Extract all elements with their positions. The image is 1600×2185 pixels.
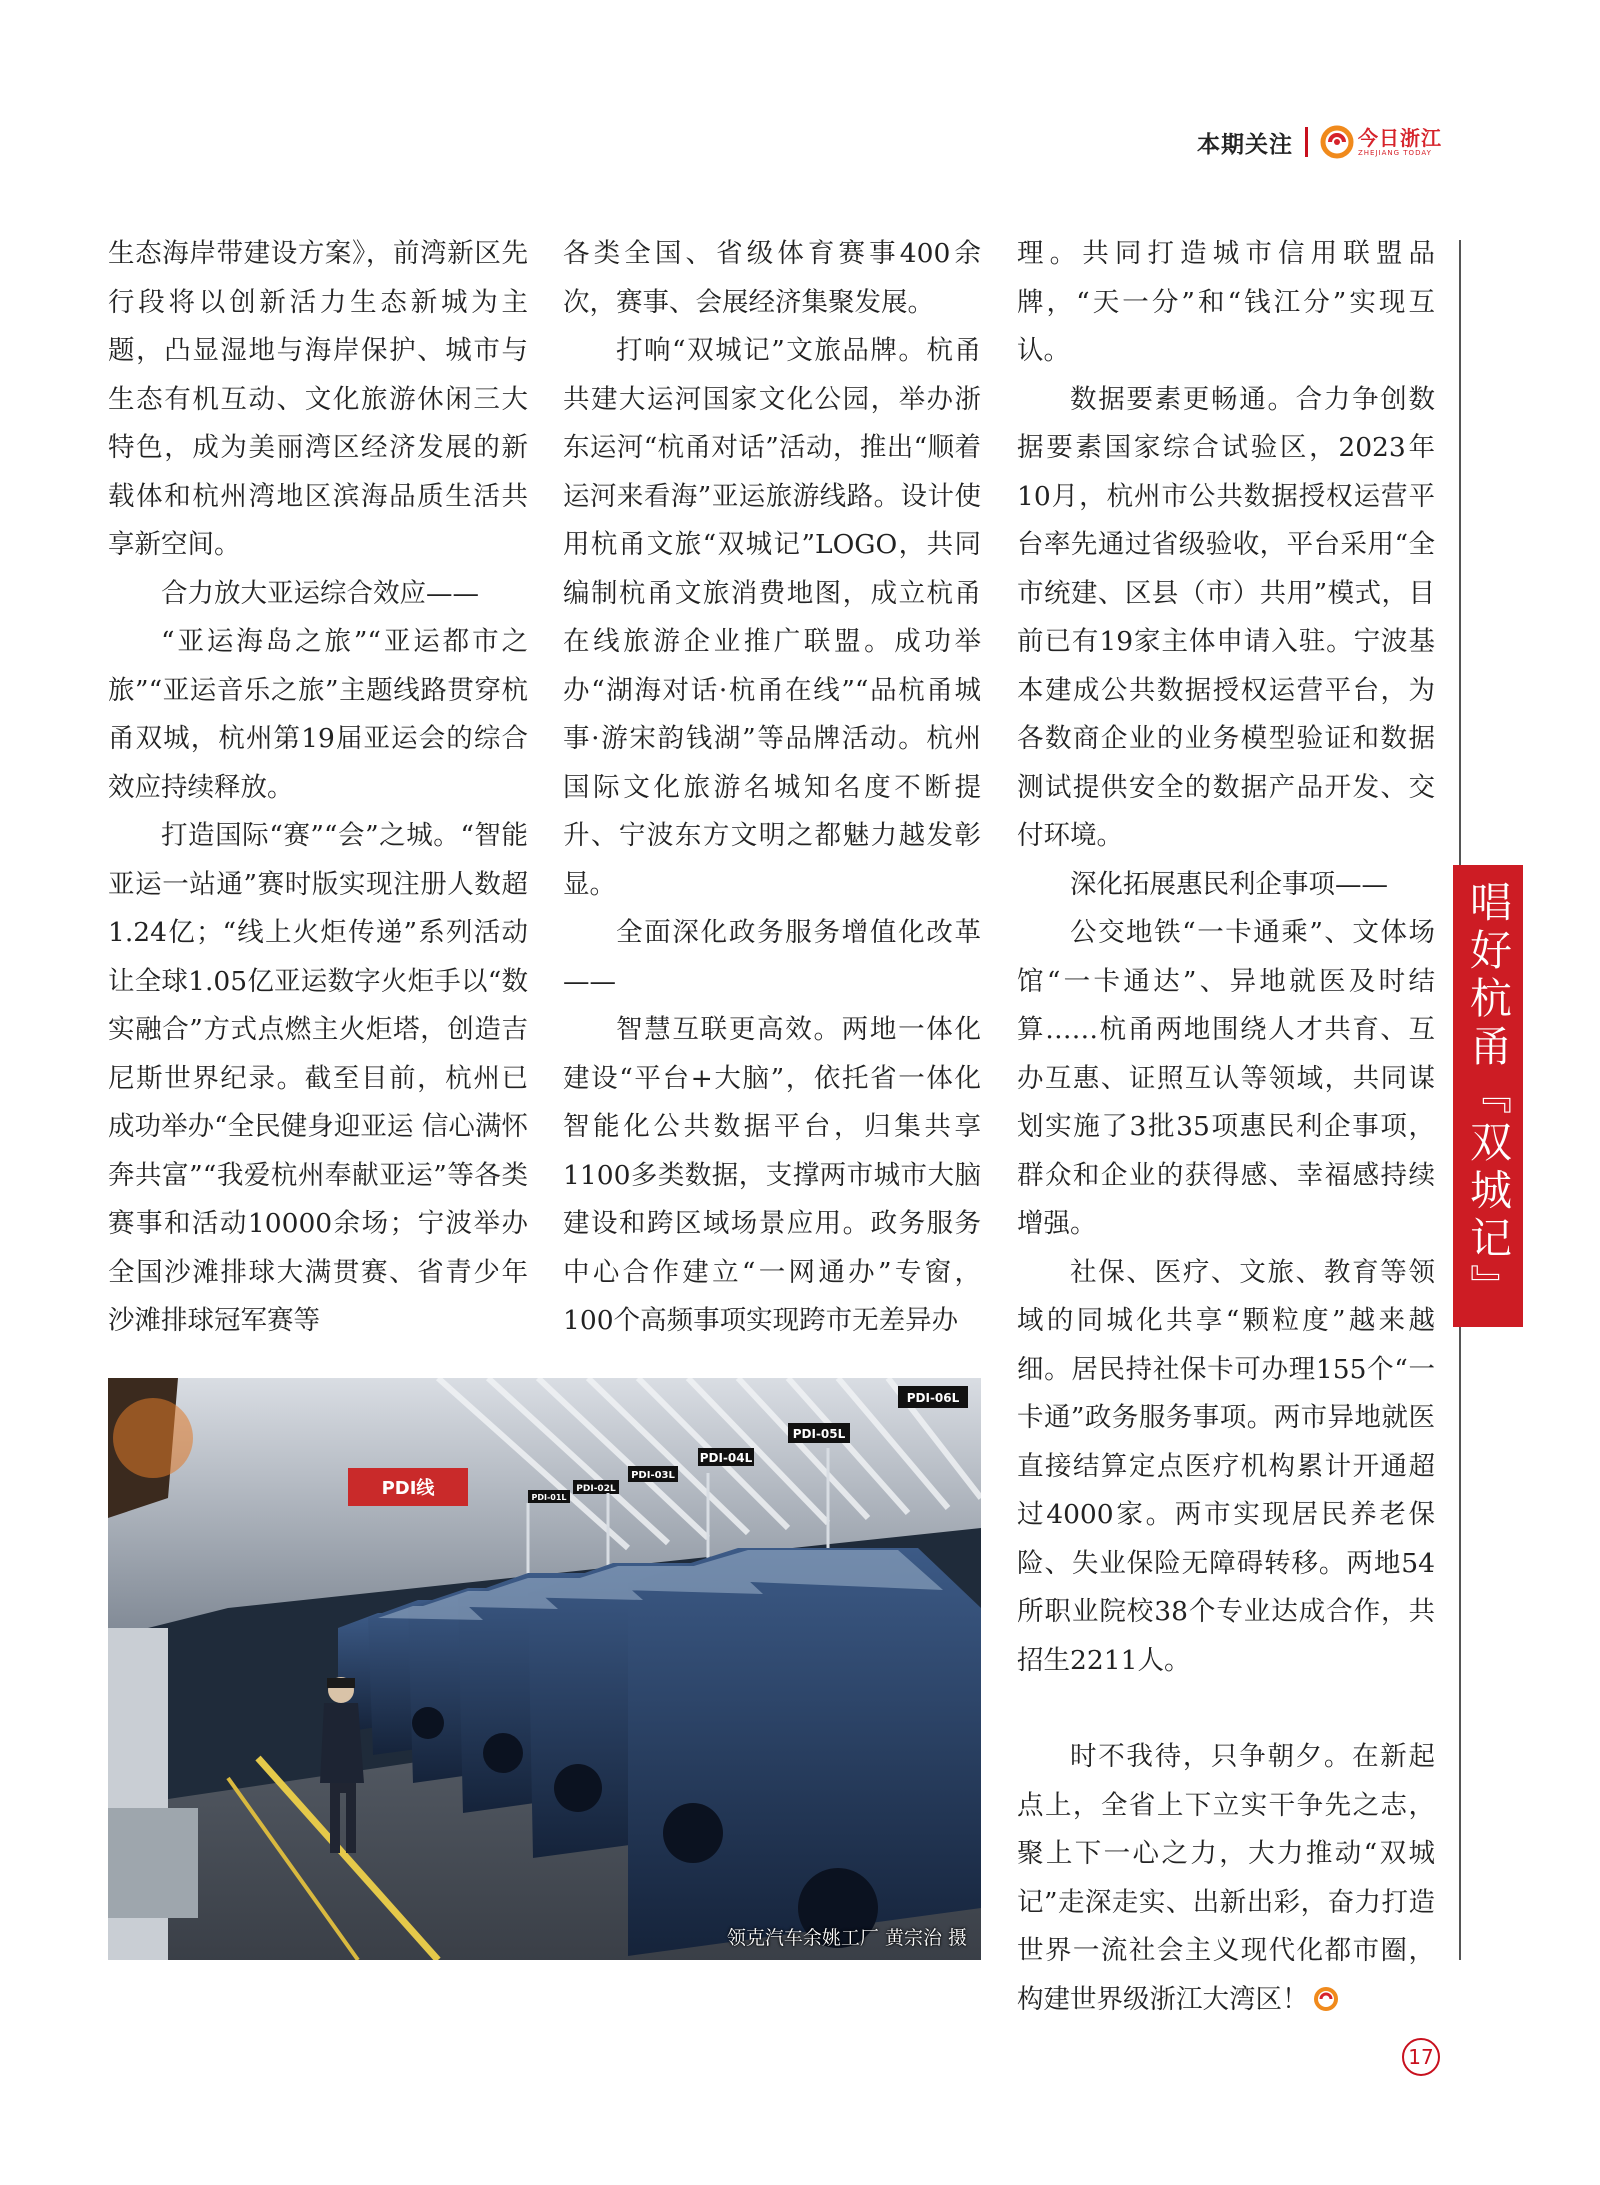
photo-sign: PDI-04L <box>699 1451 753 1465</box>
header-divider <box>1305 127 1308 157</box>
paragraph: 各类全国、省级体育赛事400余次，赛事、会展经济集聚发展。 <box>563 238 981 318</box>
text-column-1 <box>108 230 528 1346</box>
paragraph: 智慧互联更高效。两地一体化建设“平台+大脑”，依托省一体化智能化公共数据平台，归集共享1100多类数据，支撑两市城市大脑建设和跨区域场景应用。政务服务中心合作建立“一网通办”专窗，100个高频事项实现跨市无差异办 <box>563 1014 981 1336</box>
factory-photo-illustration <box>108 1378 981 1960</box>
photo-caption: 领克汽车余姚工厂 黄宗治 摄 <box>726 1927 967 1949</box>
paragraph: 理。共同打造城市信用联盟品牌，“天一分”和“钱江分”实现互认。 <box>1017 238 1435 366</box>
closing-text: 时不我待，只争朝夕。在新起点上，全省上下立实干争先之志，聚上下一心之力，大力推动“双城记”走深走实、出新出彩，奋力打造世界一流社会主义现代化都市圈，构建世界级浙江大湾区！ <box>1017 1741 1435 2015</box>
closing-paragraph <box>1017 1733 1435 2024</box>
photo-sign: PDI线 <box>381 1478 435 1499</box>
photo-sign: PDI-01L <box>531 1493 567 1502</box>
magazine-logo <box>1320 125 1442 159</box>
subheading: 深化拓展惠民利企事项—— <box>1070 868 1388 900</box>
logo-subtext: ZHEJIANG TODAY <box>1358 148 1432 157</box>
photo-sign: PDI-03L <box>631 1470 675 1481</box>
photo-sign: PDI-05L <box>792 1427 846 1441</box>
paragraph: 公交地铁“一卡通乘”、文体场馆“一卡通达”、异地就医及时结算……杭甬两地围绕人才共育、互办互惠、证照互认等领域，共同谋划实施了3批35项惠民利企事项，群众和企业的获得感、幸福感持续增强。 <box>1017 917 1435 1239</box>
text-column-3 <box>1017 230 1435 2024</box>
page-number: 17 <box>1402 2038 1440 2076</box>
photo-sign: PDI-02L <box>576 1484 616 1494</box>
end-mark-icon <box>1313 1986 1339 2012</box>
paragraph: 数据要素更畅通。合力争创数据要素国家综合试验区，2023年10月，杭州市公共数据授权运营平台率先通过省级验收，平台采用“全市统建、区县（市）共用”模式，目前已有19家主体申请入驻。宁波基本建成公共数据授权运营平台，为各数商企业的业务模型验证和数据测试提供安全的数据产品开发、交付环境。 <box>1017 383 1435 851</box>
photo-sign: PDI-06L <box>906 1391 960 1405</box>
paragraph: 生态海岸带建设方案》，前湾新区先行段将以创新活力生态新城为主题，凸显湿地与海岸保护、城市与生态有机互动、文化旅游休闲三大特色，成为美丽湾区经济发展的新载体和杭州湾地区滨海品质生活共享新空间。 <box>108 238 528 560</box>
subheading: 合力放大亚运综合效应—— <box>161 577 479 609</box>
logo-swirl-icon <box>1320 125 1354 159</box>
logo-text: 今日浙江 <box>1358 125 1442 150</box>
paragraph: 打造国际“赛”“会”之城。“智能亚运一站通”赛时版实现注册人数超1.24亿；“线上火炬传递”系列活动让全球1.05亿亚运数字火炬手以“数实融合”方式点燃主火炬塔，创造吉尼斯世界纪录。截至目前，杭州已成功举办“全民健身迎亚运 信心满怀奔共富”“我爱杭州奉献亚运”等各类赛事和活动10000余场；宁波举办全国沙滩排球大满贯赛、省青少年沙滩排球冠军赛等 <box>108 820 528 1336</box>
factory-photo <box>108 1378 981 1960</box>
side-tab-text: 唱好杭甬『双城记』 <box>1464 880 1513 1312</box>
section-label: 本期关注 <box>1197 131 1293 158</box>
text-column-2 <box>563 230 981 1346</box>
section-side-tab <box>1453 865 1523 1327</box>
paragraph: 社保、医疗、文旅、教育等领域的同城化共享“颗粒度”越来越细。居民持社保卡可办理155个“一卡通”政务服务事项。两市异地就医直接结算定点医疗机构累计开通超过4000家。两市实现居民养老保险、失业保险无障碍转移。两地54所职业院校38个专业达成合作，共招生2211人。 <box>1017 1256 1435 1676</box>
paragraph: “亚运海岛之旅”“亚运都市之旅”“亚运音乐之旅”主题线路贯穿杭甬双城，杭州第19届亚运会的综合效应持续释放。 <box>108 626 528 803</box>
paragraph: 打响“双城记”文旅品牌。杭甬共建大运河国家文化公园，举办浙东运河“杭甬对话”活动，推出“顺着运河来看海”亚运旅游线路。设计使用杭甬文旅“双城记”LOGO，共同编制杭甬文旅消费地图，成立杭甬在线旅游企业推广联盟。成功举办“湖海对话·杭甬在线”“品杭甬城事·游宋韵钱湖”等品牌活动。杭州国际文化旅游名城知名度不断提升、宁波东方文明之都魅力越发彰显。 <box>563 335 981 900</box>
subheading: 全面深化政务服务增值化改革—— <box>563 917 981 997</box>
page-header <box>1197 122 1442 162</box>
